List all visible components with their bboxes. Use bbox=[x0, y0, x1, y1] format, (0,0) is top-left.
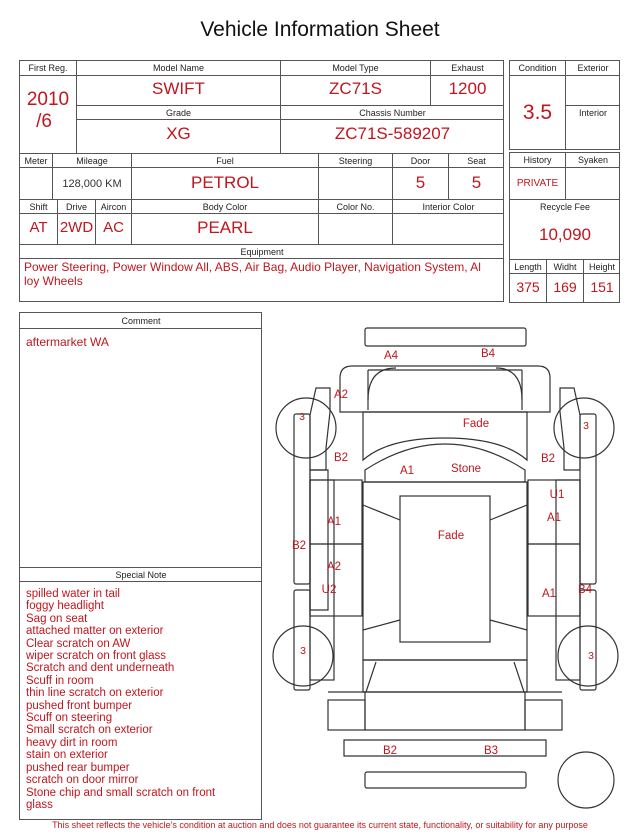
model-type-value: ZC71S bbox=[329, 79, 382, 98]
left-front-door bbox=[310, 480, 362, 544]
mark-b4-top: B4 bbox=[480, 348, 496, 360]
syaken-label: Syaken bbox=[577, 155, 609, 165]
grade-value: XG bbox=[166, 124, 191, 143]
mark-stone-windshield: Stone bbox=[450, 463, 482, 475]
comment-text: aftermarket WA bbox=[26, 335, 109, 349]
fuel-label: Fuel bbox=[216, 156, 234, 166]
recycle-fee-value: 10,090 bbox=[539, 225, 591, 244]
special-note-item: foggy headlight bbox=[26, 600, 105, 613]
chassis-number-label: Chassis Number bbox=[359, 108, 426, 118]
history-table bbox=[509, 152, 620, 303]
right-rear-door bbox=[528, 544, 580, 616]
length-value: 375 bbox=[516, 279, 540, 295]
mark-wheel-front-left: 3 bbox=[299, 411, 305, 423]
windshield-shape bbox=[365, 444, 525, 482]
special-note-label: Special Note bbox=[115, 570, 167, 580]
first-reg-year: 2010 bbox=[26, 89, 70, 110]
condition-value: 3.5 bbox=[522, 101, 553, 124]
equipment-line-2: loy Wheels bbox=[24, 273, 83, 288]
mark-u2-left-rear-door: U2 bbox=[321, 584, 337, 596]
special-note-item: Sag on seat bbox=[26, 612, 88, 625]
equipment-label: Equipment bbox=[240, 247, 284, 257]
drive-label: Drive bbox=[65, 202, 87, 212]
mark-a4-top: A4 bbox=[383, 350, 399, 362]
rear-bumper-shape bbox=[344, 740, 546, 756]
footer-disclaimer: This sheet reflects the vehicle's condition at auction and does not guarantee its current state, functionality, or suitability for any purpose bbox=[52, 820, 588, 830]
special-note-item: Small scratch on exterior bbox=[26, 724, 153, 737]
aircon-value: AC bbox=[103, 219, 124, 236]
exhaust-value: 1200 bbox=[448, 79, 487, 98]
mark-a2-left-rear-door: A2 bbox=[326, 561, 342, 573]
aircon-label: Aircon bbox=[100, 202, 127, 212]
body-color-label: Body Color bbox=[202, 202, 248, 212]
mileage-value: 128,000 KM bbox=[62, 178, 122, 190]
vehicle-info-table bbox=[19, 60, 504, 302]
interior-color-label: Interior Color bbox=[422, 202, 475, 212]
chassis-number-value: ZC71S-589207 bbox=[334, 124, 451, 143]
special-note-item: Scuff in room bbox=[26, 674, 94, 687]
height-label: Height bbox=[588, 262, 615, 272]
comment-label: Comment bbox=[121, 316, 161, 326]
special-note-item: Scuff on steering bbox=[26, 712, 113, 725]
length-label: Length bbox=[514, 262, 542, 272]
special-note-item: pushed front bumper bbox=[26, 699, 133, 712]
mark-a1-windshield: A1 bbox=[399, 465, 415, 477]
mark-a1-right-front-door: A1 bbox=[546, 512, 562, 524]
model-type-label: Model Type bbox=[332, 63, 379, 73]
exterior-label: Exterior bbox=[577, 63, 609, 73]
mark-u1-right: U1 bbox=[549, 489, 565, 501]
special-note-item: glass bbox=[26, 798, 53, 811]
special-note-item: pushed rear bumper bbox=[26, 761, 130, 774]
body-color-value: PEARL bbox=[197, 218, 253, 237]
mark-a1-right-rear-door: A1 bbox=[541, 588, 557, 600]
fuel-value: PETROL bbox=[190, 173, 260, 192]
steering-label: Steering bbox=[338, 156, 373, 166]
special-note-item: Scratch and dent underneath bbox=[26, 662, 175, 675]
seat-value: 5 bbox=[471, 173, 482, 192]
mark-a1-left-front-door: A1 bbox=[326, 516, 342, 528]
grade-label: Grade bbox=[165, 108, 191, 118]
special-note-item: spilled water in tail bbox=[26, 588, 120, 600]
seat-label: Seat bbox=[467, 156, 486, 166]
shift-value: AT bbox=[29, 219, 48, 236]
page-title: Vehicle Information Sheet bbox=[200, 18, 440, 41]
special-note-item: thin line scratch on exterior bbox=[26, 687, 164, 700]
mark-b2-right-upper: B2 bbox=[540, 453, 556, 465]
interior-label: Interior bbox=[578, 108, 607, 118]
door-value: 5 bbox=[415, 173, 426, 192]
model-name-label: Model Name bbox=[152, 63, 205, 73]
equipment-line-1: Power Steering, Power Window All, ABS, Air Bag, Audio Player, Navigation System, Al bbox=[24, 260, 481, 274]
special-note-item: heavy dirt in room bbox=[26, 736, 118, 749]
shift-label: Shift bbox=[29, 202, 48, 212]
exhaust-label: Exhaust bbox=[451, 63, 484, 73]
mark-wheel-rear-left: 3 bbox=[300, 645, 306, 657]
recycle-fee-label: Recycle Fee bbox=[539, 202, 591, 212]
mark-wheel-rear-right: 3 bbox=[588, 650, 594, 662]
height-value: 151 bbox=[590, 279, 614, 295]
first-reg-month: /6 bbox=[36, 111, 52, 132]
mark-b2-left-side: B2 bbox=[291, 540, 307, 552]
model-name-value: SWIFT bbox=[152, 79, 205, 98]
door-label: Door bbox=[410, 156, 431, 166]
special-note-item: stain on exterior bbox=[26, 749, 108, 762]
condition-label: Condition bbox=[518, 63, 557, 73]
mark-wheel-front-right: 3 bbox=[583, 420, 589, 432]
history-label: History bbox=[523, 155, 552, 165]
special-note-item: attached matter on exterior bbox=[26, 625, 164, 638]
right-sill bbox=[556, 480, 580, 680]
rear-bar-shape bbox=[365, 772, 526, 788]
mark-b4-right-side: B4 bbox=[577, 584, 593, 596]
width-value: 169 bbox=[553, 279, 577, 295]
special-note-item: scratch on door mirror bbox=[26, 774, 139, 787]
equipment-value bbox=[24, 261, 504, 288]
front-panel-shape bbox=[340, 366, 550, 412]
special-note-item: wiper scratch on front glass bbox=[26, 650, 166, 663]
mark-fade-roof: Fade bbox=[437, 530, 465, 542]
left-rear-corner bbox=[328, 700, 365, 730]
condition-table bbox=[509, 60, 620, 150]
roof-inner bbox=[400, 496, 490, 642]
mark-fade-hood: Fade bbox=[462, 418, 490, 430]
spare-wheel-shape bbox=[558, 752, 614, 808]
front-bumper-shape bbox=[365, 328, 526, 346]
left-rear-door bbox=[310, 544, 362, 616]
mark-b2-rear-bumper: B2 bbox=[382, 745, 398, 757]
roof-shape bbox=[363, 482, 527, 660]
first-reg-label: First Reg. bbox=[28, 63, 68, 73]
right-rear-corner bbox=[525, 700, 562, 730]
history-value: PRIVATE bbox=[516, 178, 559, 189]
drive-value: 2WD bbox=[59, 219, 94, 236]
special-note-item: Clear scratch on AW bbox=[26, 637, 131, 650]
meter-label: Meter bbox=[24, 156, 48, 166]
mark-a2-left-top: A2 bbox=[333, 389, 349, 401]
damage-diagram bbox=[268, 320, 624, 820]
color-no-label: Color No. bbox=[336, 202, 375, 212]
wheel-front-left-shape bbox=[276, 398, 336, 458]
trunk-shape bbox=[365, 692, 525, 730]
comment-panel bbox=[19, 312, 262, 820]
hood-shape bbox=[363, 412, 527, 460]
special-note-list bbox=[26, 588, 260, 811]
width-label: Widht bbox=[553, 262, 577, 272]
mark-b3-rear-bumper: B3 bbox=[483, 745, 499, 757]
special-note-item: Stone chip and small scratch on front bbox=[26, 786, 216, 799]
left-sill bbox=[310, 480, 334, 680]
mark-b2-left-upper: B2 bbox=[333, 452, 349, 464]
mileage-label: Mileage bbox=[76, 156, 108, 166]
